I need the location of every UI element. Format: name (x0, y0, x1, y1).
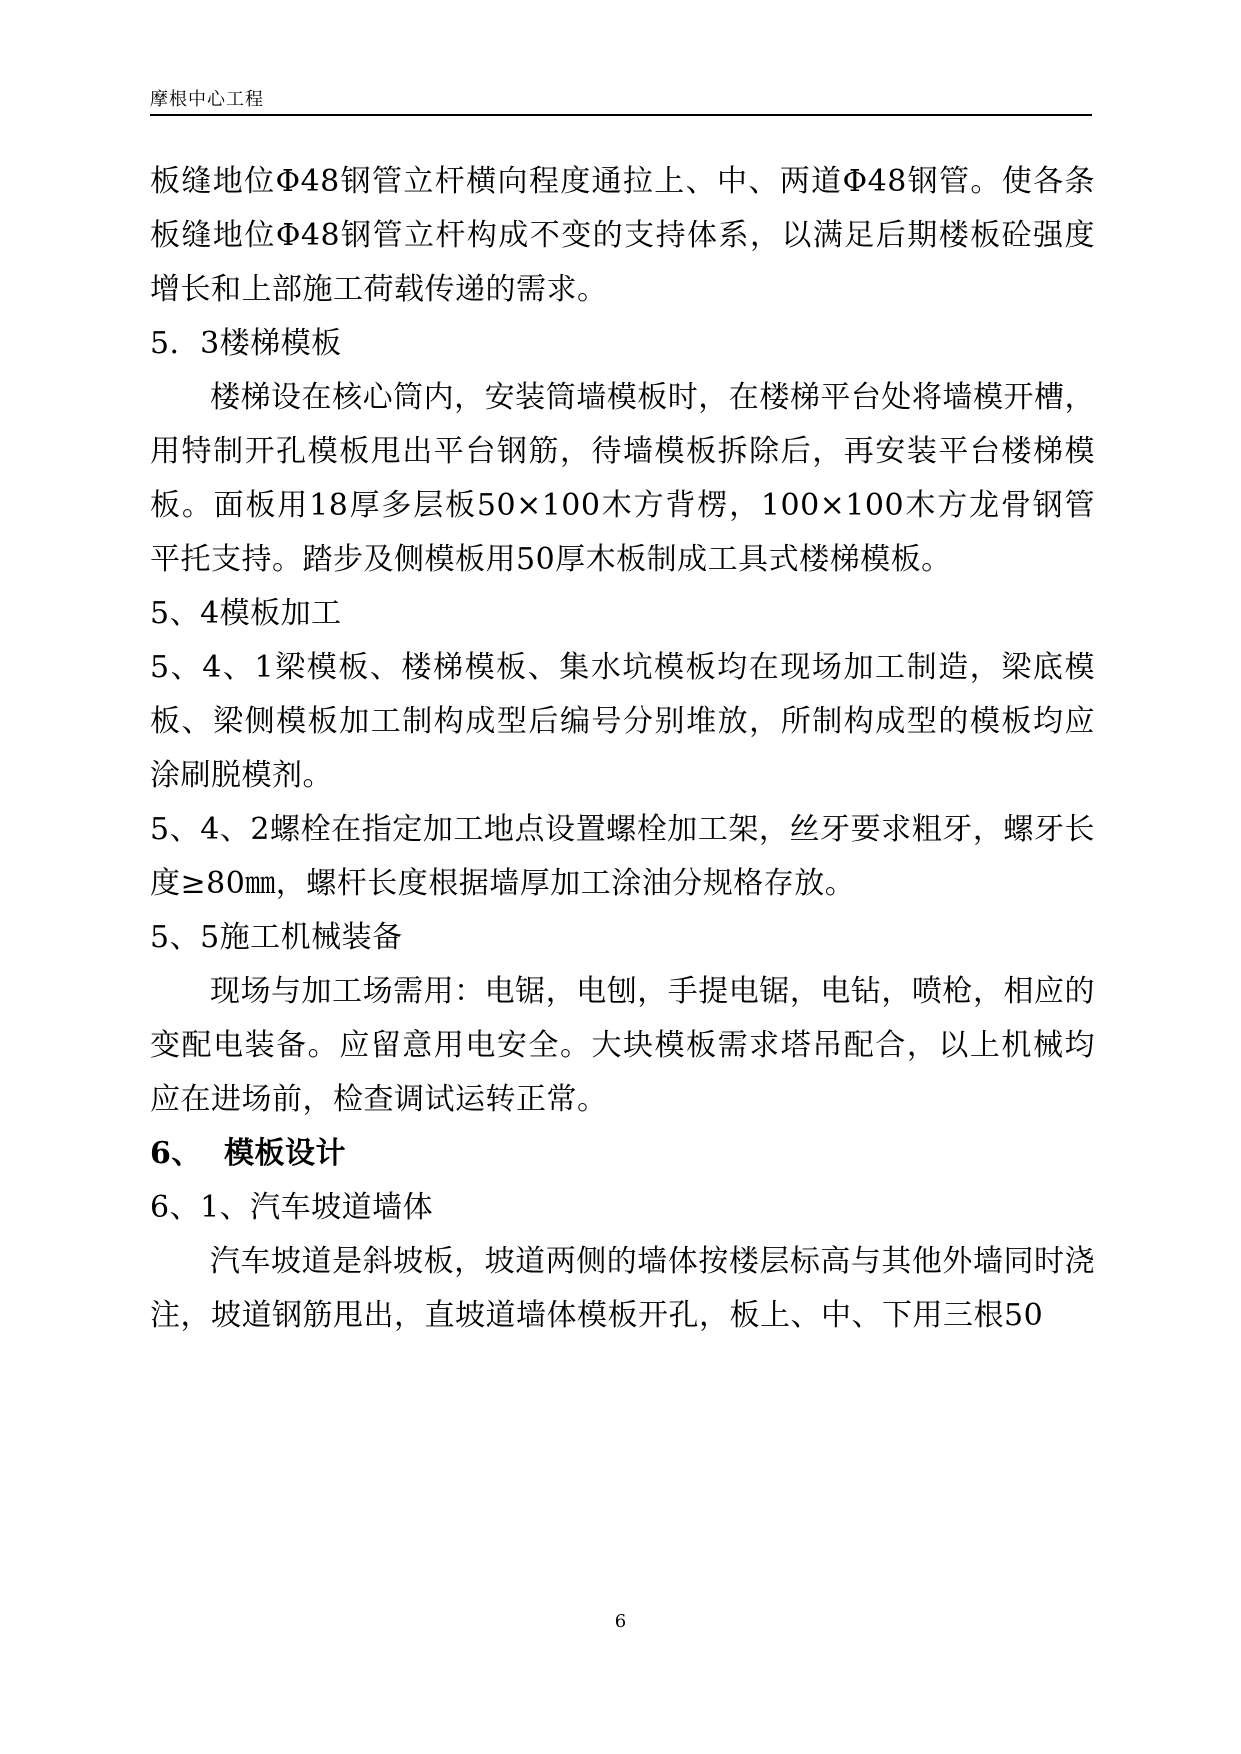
heading-5-4-formwork-processing: 5、4模板加工 (150, 596, 342, 631)
paragraph-5-4-2: 5、4、2螺栓在指定加工地点设置螺栓加工架，丝牙要求粗牙，螺牙长度≥80㎜，螺杆长度根据墙厚加工涂油分规格存放。 (150, 812, 1095, 901)
page-number: 6 (614, 1611, 627, 1632)
page-header-title: 摩根中心工程 (150, 89, 264, 110)
paragraph-machinery: 现场与加工场需用：电锯，电刨，手提电锯，电钻，喷枪，相应的变配电装备。应留意用电安全。大块模板需求塔吊配合，以上机械均应在进场前，检查调试运转正常。 (150, 974, 1095, 1117)
heading-5-3-stair-formwork: 5．3楼梯模板 (150, 326, 342, 361)
heading-5-5-machinery: 5、5施工机械装备 (150, 920, 403, 955)
heading-6-formwork-design (150, 1127, 1095, 1181)
heading-6-text: 模板设计 (224, 1136, 346, 1171)
paragraph-ramp-wall: 汽车坡道是斜坡板，坡道两侧的墙体按楼层标高与其他外墙同时浇注，坡道钢筋甩出，直坡道墙体模板开孔，板上、中、下用三根50 (150, 1244, 1095, 1333)
heading-6-1-ramp-wall: 6、1、汽车坡道墙体 (150, 1190, 434, 1225)
document-body (150, 155, 1095, 1343)
paragraph-support-system: 板缝地位Φ48钢管立杆横向程度通拉上、中、两道Φ48钢管。使各条板缝地位Φ48钢管立杆构成不变的支持体系，以满足后期楼板砼强度增长和上部施工荷载传递的需求。 (150, 164, 1095, 307)
paragraph-stair-formwork: 楼梯设在核心筒内，安装筒墙模板时，在楼梯平台处将墙模开槽，用特制开孔模板甩出平台钢筋，待墙模板拆除后，再安装平台楼梯模板。面板用18厚多层板50×100木方背楞，100×100木方龙骨钢管平托支持。踏步及侧模板用50厚木板制成工具式楼梯模板。 (150, 380, 1095, 577)
paragraph-5-4-1: 5、4、1梁模板、楼梯模板、集水坑模板均在现场加工制造，梁底模板、梁侧模板加工制构成型后编号分别堆放，所制构成型的模板均应涂刷脱模剂。 (150, 650, 1095, 793)
heading-6-number: 6、 (150, 1136, 202, 1171)
header-rule (150, 114, 1092, 116)
